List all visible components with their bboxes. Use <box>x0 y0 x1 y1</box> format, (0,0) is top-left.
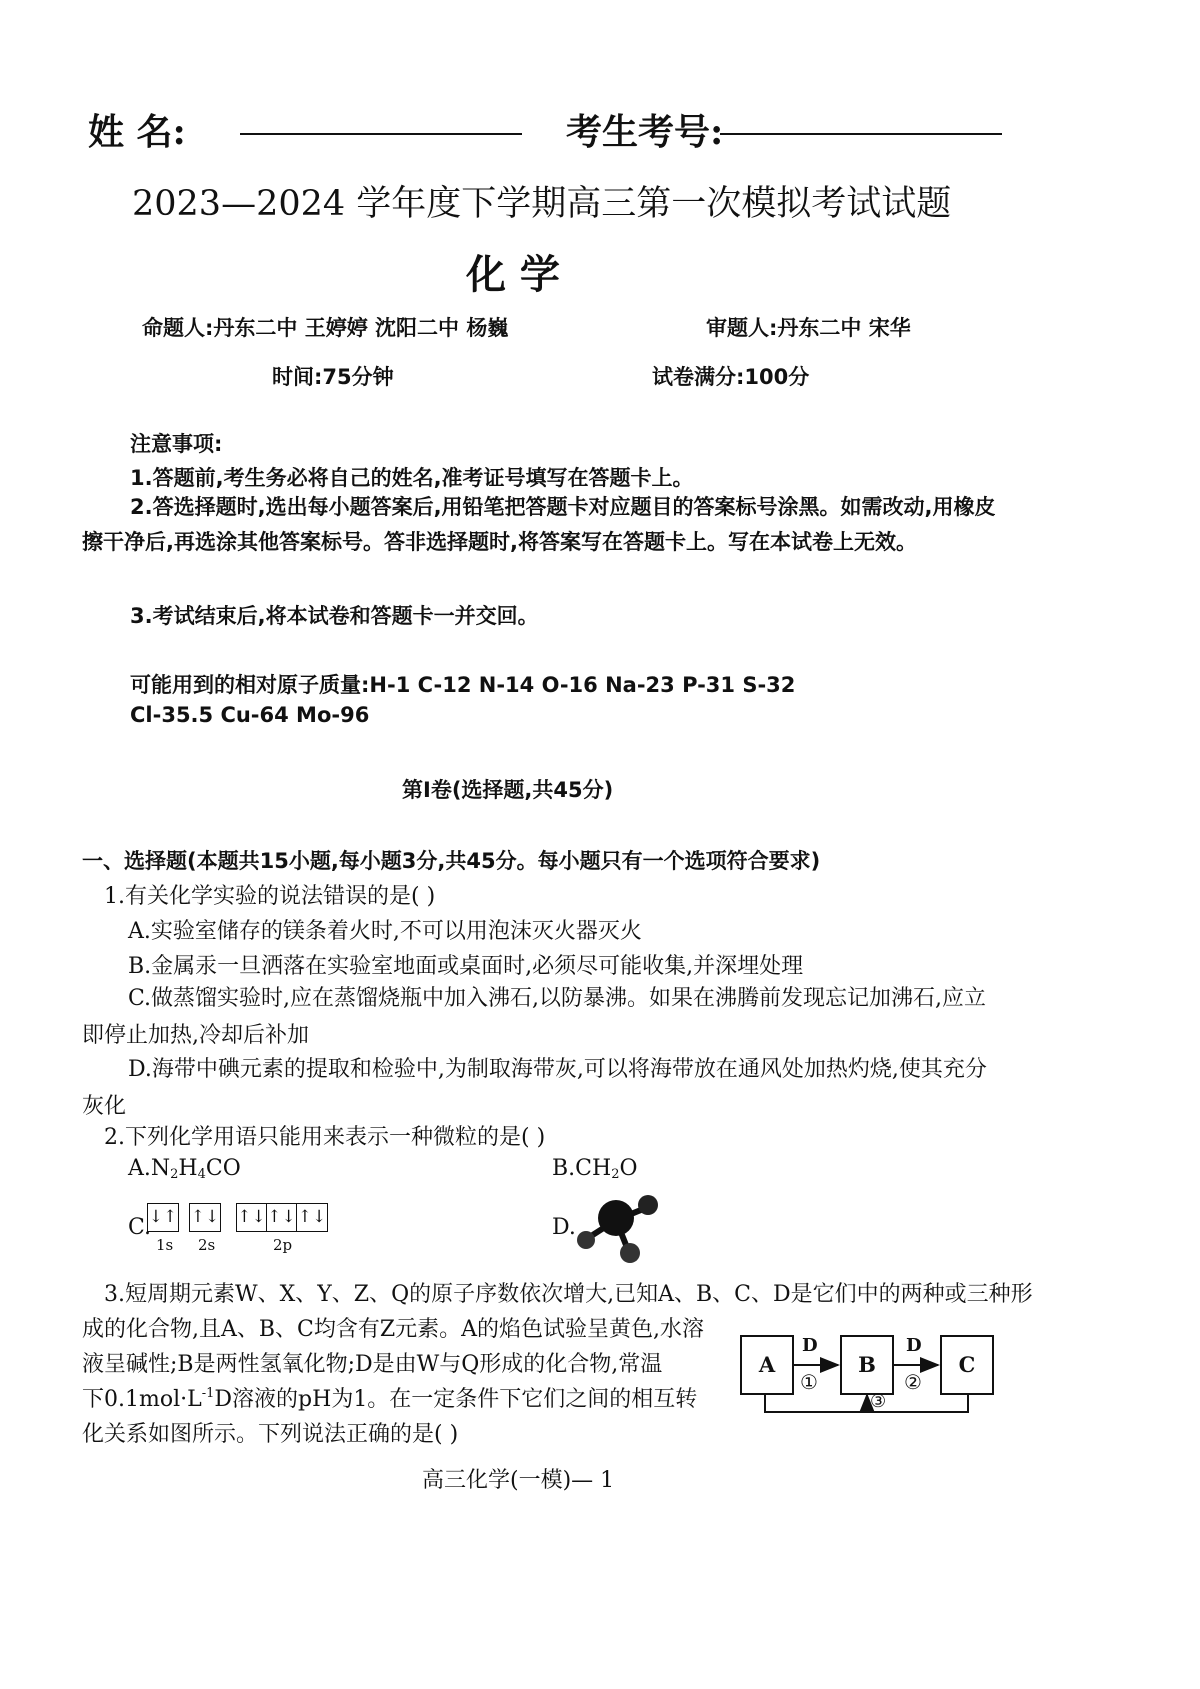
diagram-arrows <box>730 1320 1010 1430</box>
orbital-2p-label: 2p <box>273 1236 293 1254</box>
reviewer: 审题人:丹东二中 宋华 <box>706 316 911 340</box>
notice-item-1: 1.答题前,考生务必将自己的姓名,准考证号填写在答题卡上。 <box>130 466 694 490</box>
full-score: 试卷满分:100分 <box>652 365 810 389</box>
orbital-1s-label: 1s <box>156 1236 174 1254</box>
diagram-box-c: C <box>940 1335 994 1395</box>
q1-option-a: A.实验室储存的镁条着火时,不可以用泡沫灭火器灭火 <box>128 919 642 944</box>
q2-option-a: $A.N_2H_4CO$ <box>128 1156 241 1182</box>
q2-option-d-label: D. <box>552 1215 576 1240</box>
q3-line-5: 化关系如图所示。下列说法正确的是( ) <box>82 1422 459 1447</box>
step-3-label: ③ <box>870 1391 887 1412</box>
id-label: 考生考号: <box>566 111 724 153</box>
q2-stem: 2.下列化学用语只能用来表示一种微粒的是( ) <box>104 1125 546 1150</box>
q3-line-3: 液呈碱性;B是两性氢氧化物;D是由W与Q形成的化合物,常温 <box>82 1352 663 1377</box>
exam-title: 2023—2024 学年度下学期高三第一次模拟考试试题 <box>132 184 952 224</box>
atomic-mass-line-2: Cl-35.5 Cu-64 Mo-96 <box>130 703 370 727</box>
orbital-1s-box: ↓↑ <box>147 1203 179 1232</box>
orbital-2s-label: 2s <box>198 1236 216 1254</box>
section-instruction: 一、选择题(本题共15小题,每小题3分,共45分。每小题只有一个选项符合要求) <box>82 849 821 873</box>
step-2-label: ② <box>904 1370 922 1394</box>
name-blank[interactable] <box>240 133 522 135</box>
q1-option-d: D.海带中碘元素的提取和检验中,为制取海带灰,可以将海带放在通风处加热灼烧,使其充分灰化 <box>82 1057 987 1119</box>
q1-option-b: B.金属汞一旦洒落在实验室地面或桌面时,必须尽可能收集,并深埋处理 <box>128 954 804 979</box>
diagram-box-a: A <box>740 1335 794 1395</box>
id-blank[interactable] <box>720 133 1002 135</box>
q1-stem: 1.有关化学实验的说法错误的是( ) <box>104 884 436 909</box>
step-1-label: ① <box>800 1370 818 1394</box>
diagram-box-b: B <box>840 1335 894 1395</box>
q3-line-4: 下$0.1mol\cdot L^{-1}D$溶液的pH为1。在一定条件下它们之间的相互转 <box>82 1386 698 1412</box>
q1-option-c: C.做蒸馏实验时,应在蒸馏烧瓶中加入沸石,以防暴沸。如果在沸腾前发现忘记加沸石,应立即停止加热,冷却后补加 <box>82 986 987 1048</box>
name-label: 姓 名: <box>88 111 186 153</box>
authors: 命题人:丹东二中 王婷婷 沈阳二中 杨巍 <box>142 316 509 340</box>
notice-title: 注意事项: <box>130 432 223 456</box>
q3-line-2: 成的化合物,且A、B、C均含有Z元素。A的焰色试验呈黄色,水溶 <box>82 1317 705 1342</box>
time-limit: 时间:75分钟 <box>272 365 394 389</box>
notice-item-3: 3.考试结束后,将本试卷和答题卡一并交回。 <box>130 604 539 628</box>
ball-and-stick-model-image <box>568 1190 668 1265</box>
arrow-d1-label: D <box>802 1335 818 1356</box>
page-footer: 高三化学(一模)— 1 <box>422 1468 615 1493</box>
section-title: 第Ⅰ卷(选择题,共45分) <box>402 778 614 802</box>
subject-title: 化 学 <box>466 251 560 298</box>
orbital-2p-box: ↑↓↑↓ ↑↓ <box>236 1203 328 1232</box>
q2-option-c-label: C. <box>128 1215 152 1240</box>
q2-option-b: $B.CH_2O$ <box>552 1156 638 1182</box>
notice-item-2: 2.答选择题时,选出每小题答案后,用铅笔把答题卡对应题目的答案标号涂黑。如需改动,用橡皮擦干净后,再选涂其他答案标号。答非选择题时,将答案写在答题卡上。写在本试卷上无效。 <box>82 495 996 554</box>
arrow-d2-label: D <box>906 1335 922 1356</box>
q3-line-1: 3.短周期元素W、X、Y、Z、Q的原子序数依次增大,已知A、B、C、D是它们中的两种或三种形 <box>104 1282 1033 1307</box>
orbital-2s-box: ↑↓ <box>189 1203 221 1232</box>
atomic-mass-line-1: 可能用到的相对原子质量:H-1 C-12 N-14 O-16 Na-23 P-31 S-32 <box>130 673 796 697</box>
